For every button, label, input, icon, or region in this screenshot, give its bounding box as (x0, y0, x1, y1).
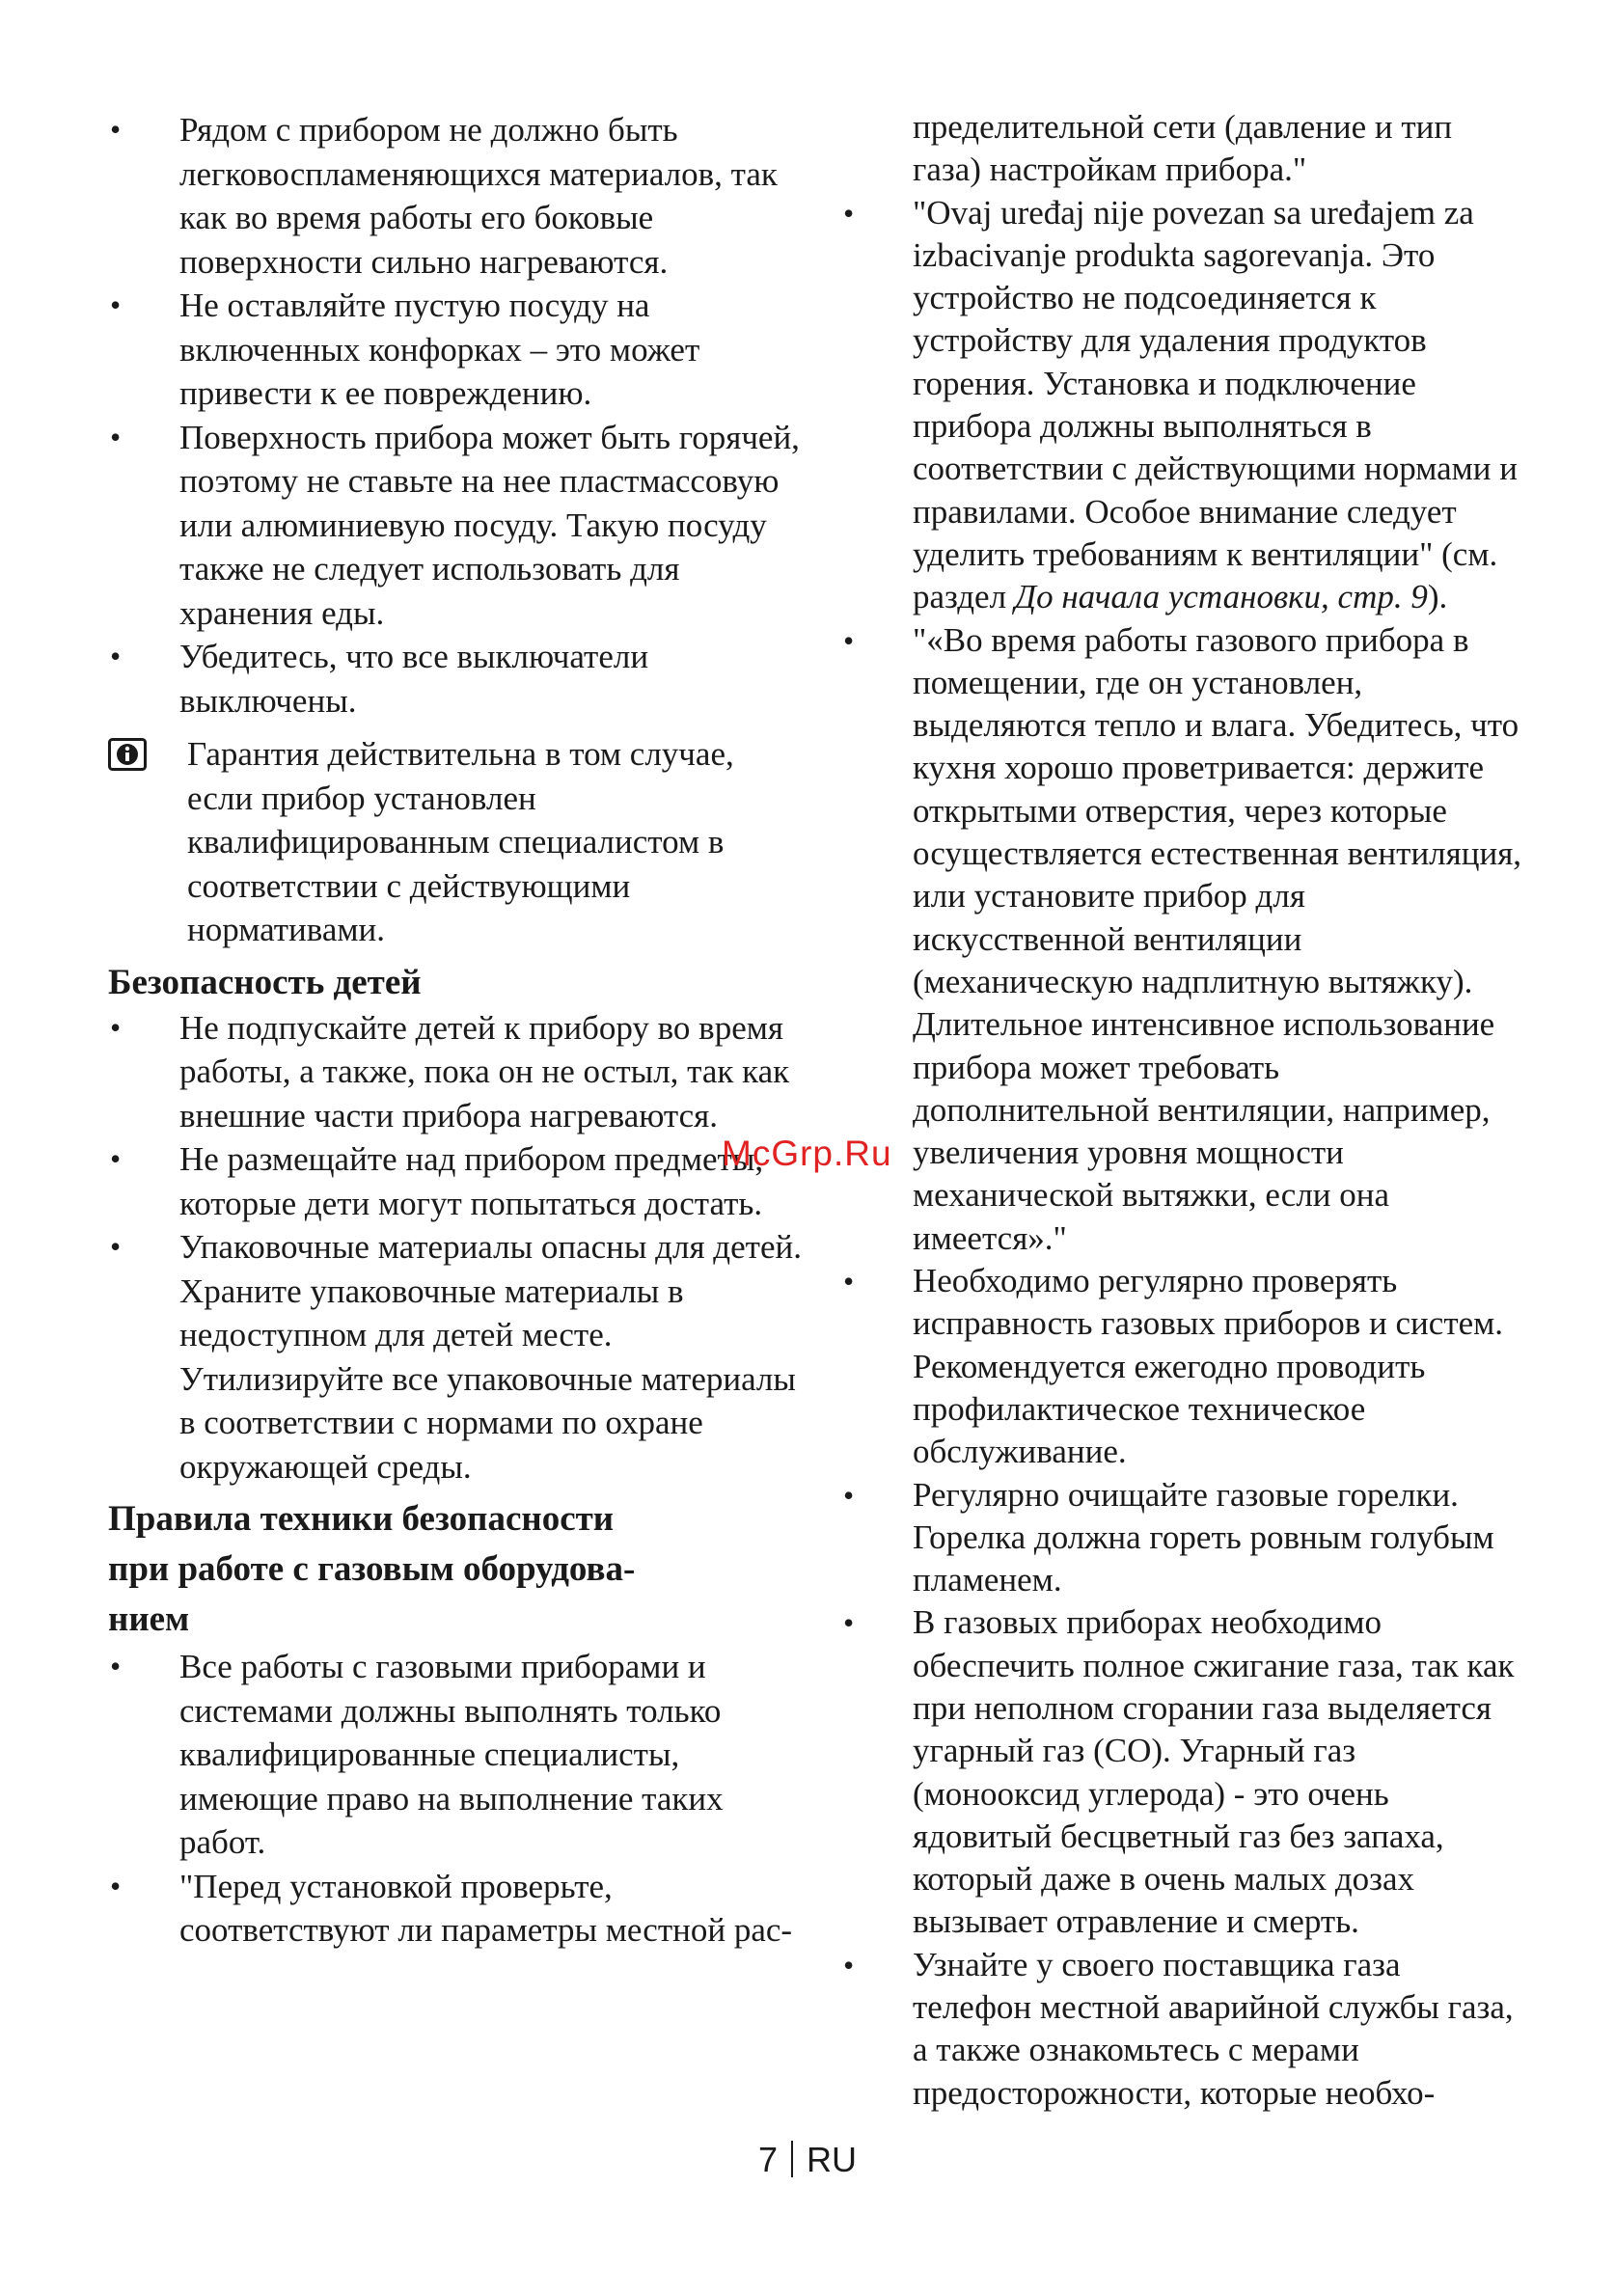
list-item: • Регулярно очищайте газовые горелки. Горелка должна гореть ровным голубым пламенем. (843, 1475, 1494, 1599)
list-item: • "Ovaj uređaj nije povezan sa uređajem za izbacivanje produkta sagorevanja. Это устройство не подсоединяется к устройству для удаления продуктов горения. Установка и подключение прибора должны выполняться в соответствии с действующими нормами и правилами. Особое внимание следует уделить требованиям к вентиляции" (см. раздел До начала установки, стр. 9). (843, 193, 1518, 616)
bullet: • (110, 112, 122, 147)
section-reference: До начала установки, стр. 9 (1014, 578, 1428, 616)
page-footer (0, 2140, 1615, 2180)
bullet: • (110, 1649, 122, 1683)
bullet: • (110, 287, 122, 322)
bullet: • (843, 1264, 855, 1299)
list-item: • Рядом с прибором не должно быть легковоспламеняющихся материалов, так как во время работы его боковые поверхности сильно нагреваются. (108, 108, 803, 284)
list-item: • Не оставляйте пустую посуду на включенных конфорках – это может привести к ее повреждению. (108, 284, 803, 416)
list-item: • В газовых приборах необходимо обеспечить полное сжигание газа, так как при неполном сгорании газа выделяется угарный газ (CO). Угарный газ (монооксид углерода) - это очень ядовитый бесцветный газ без запаха, который даже в очень малых дозах вызывает отравление и смерть. (843, 1603, 1515, 1941)
section-heading-gas: Правила техники безопасности при работе с газовым оборудова- нием (108, 1499, 636, 1639)
list-item: • Узнайте у своего поставщика газа телефон местной аварийной службы газа, а также ознакомьтесь с мерами предосторожности, которые необхо- (843, 1945, 1514, 2112)
list-item: • Упаковочные материалы опасны для детей. Храните упаковочные материалы в недоступном для детей месте. Утилизируйте все упаковочные материалы в соответствии с нормами по охране окружающей среды. (108, 1225, 803, 1489)
left-column (108, 108, 803, 1953)
footer-separator (791, 2141, 793, 2177)
page-number: 7 (757, 2140, 779, 2179)
bullet: • (110, 1229, 122, 1264)
list-item: • "«Во время работы газового прибора в помещении, где он установлен, выделяются тепло и влага. Убедитесь, что кухня хорошо проветривается: держите открытыми отверстия, через которые осуществляется естественная вентиляция, или установите прибор для искусственной вентиляции (механическую надплитную вытяжку). Длительное интенсивное использование прибора может требовать дополнительной вентиляции, например, увеличения уровня мощности механической вытяжки, если она имеется»." (843, 620, 1522, 1257)
watermark: McGrp.Ru (722, 1134, 892, 1173)
list-item: • "Перед установкой проверьте, соответствуют ли параметры местной рас- (108, 1865, 803, 1953)
bullet: • (110, 1009, 122, 1045)
bullet: • (843, 1605, 855, 1641)
bullet: • (110, 419, 122, 454)
list-item: • Убедитесь, что все выключатели выключены. (108, 635, 803, 723)
bullet: • (843, 1477, 855, 1513)
list-item: • Необходимо регулярно проверять исправность газовых приборов и систем. Рекомендуется ежегодно проводить профилактическое техническое обслуживание. (843, 1262, 1504, 1471)
bullet: • (110, 639, 122, 673)
info-icon (108, 738, 147, 771)
info-note: Гарантия действительна в том случае, если прибор установлен квалифицированным специалистом в соответствии с действующими нормативами. (108, 732, 803, 952)
bullet: • (843, 622, 855, 658)
language-code: RU (807, 2140, 858, 2179)
list-item: • Не подпускайте детей к прибору во время работы, а также, пока он не остыл, так как внешние части прибора нагреваются. (108, 1006, 803, 1138)
bullet: • (110, 1141, 122, 1176)
section-heading-children: Безопасность детей (108, 962, 422, 1002)
list-item: • Не размещайте над прибором предметы, которые дети могут попытаться достать. (108, 1137, 803, 1225)
bullet: • (110, 1868, 122, 1903)
bullet: • (843, 195, 855, 231)
list-item: • Все работы с газовыми приборами и системами должны выполнять только квалифицированные специалисты, имеющие право на выполнение таких работ. (108, 1645, 803, 1865)
bullet: • (843, 1947, 855, 1982)
continued-text: пределительной сети (давление и тип газа) настройкам прибора." (913, 108, 1453, 189)
list-item: • Поверхность прибора может быть горячей, поэтому не ставьте на нее пластмассовую или алюминиевую посуду. Такую посуду также не следует использовать для хранения еды. (108, 416, 803, 636)
right-column (830, 106, 1524, 2115)
